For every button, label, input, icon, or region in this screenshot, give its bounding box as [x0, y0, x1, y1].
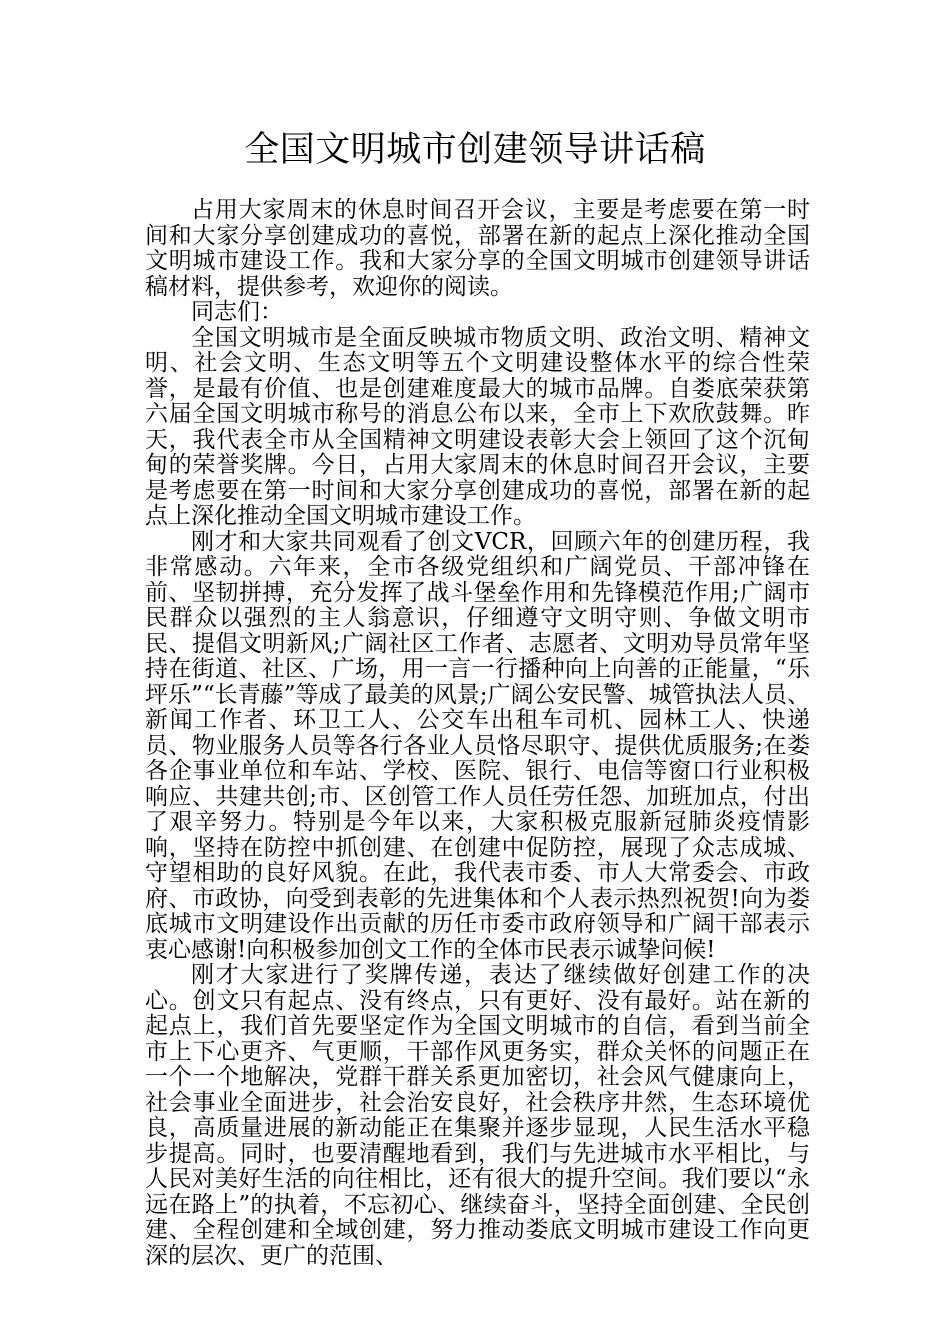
- paragraph-review: 刚才和大家共同观看了创文VCR，回顾六年的创建历程，我非常感动。六年来，全市各级党组织和广阔党员、干部冲锋在前、坚韧拼搏，充分发挥了战斗堡垒作用和先锋模范作用;广阔市民群众以强烈的主人翁意识，仔细遵守文明守则、争做文明市民、提倡文明新风;广阔社区工作者、志愿者、文明劝导员常年坚持在街道、社区、广场，用一言一行播种向上向善的正能量，“乐坪乐”“长青藤”等成了最美的风景;广阔公安民警、城管执法人员、新闻工作者、环卫工人、公交车出租车司机、园林工人、快递员、物业服务人员等各行各业人员恪尽职守、提供优质服务;在娄各企事业单位和车站、学校、医院、银行、电信等窗口行业积极响应、共建共创;市、区创管工作人员任劳任怨、加班加点，付出了艰辛努力。特别是今年以来，大家积极克服新冠肺炎疫情影响，坚持在防控中抓创建、在创建中促防控，展现了众志成城、守望相助的良好风貌。在此，我代表市委、市人大常委会、市政府、市政协，向受到表彰的先进集体和个人表示热烈祝贺!向为娄底城市文明建设作出贡献的历任市委市政府领导和广阔干部表示衷心感谢!向积极参加创文工作的全体市民表示诚挚问候!: [145, 528, 810, 963]
- document-body: [145, 198, 810, 1269]
- paragraph-salutation: 同志们：: [191, 299, 283, 325]
- paragraph-intro: 占用大家周末的休息时间召开会议，主要是考虑要在第一时间和大家分享创建成功的喜悦，部署在新的起点上深化推动全国文明城市建设工作。我和大家分享的全国文明城市创建领导讲话稿材料，提供参考，欢迎你的阅读。: [145, 197, 810, 300]
- paragraph-honor: 全国文明城市是全面反映城市物质文明、政治文明、精神文明、社会文明、生态文明等五个文明建设整体水平的综合性荣誉，是最有价值、也是创建难度最大的城市品牌。自娄底荣获第六届全国文明城市称号的消息公布以来，全市上下欢欣鼓舞。昨天，我代表全市从全国精神文明建设表彰大会上领回了这个沉甸甸的荣誉奖牌。今日，占用大家周末的休息时间召开会议，主要是考虑要在第一时间和大家分享创建成功的喜悦，部署在新的起点上深化推动全国文明城市建设工作。: [145, 324, 810, 529]
- document-title: 全国文明城市创建领导讲话稿: [244, 130, 706, 170]
- paragraph-outlook: 刚才大家进行了奖牌传递，表达了继续做好创建工作的决心。创文只有起点、没有终点，只有更好、没有最好。站在新的起点上，我们首先要坚定作为全国文明城市的自信，看到当前全市上下心更齐、气更顺，干部作风更务实，群众关怀的问题正在一个一个地解决，党群干群关系更加密切，社会风气健康向上，社会事业全面进步，社会治安良好，社会秩序井然，生态环境优良，高质量进展的新动能正在集聚并逐步显现，人民生活水平稳步提高。同时，也要清醒地看到，我们与先进城市水平相比，与人民对美好生活的向往相比，还有很大的提升空间。我们要以“永远在路上”的执着，不忘初心、继续奋斗，坚持全面创建、全民创建、全程创建和全域创建，努力推动娄底文明城市建设工作向更深的层次、更广的范围、: [145, 962, 810, 1269]
